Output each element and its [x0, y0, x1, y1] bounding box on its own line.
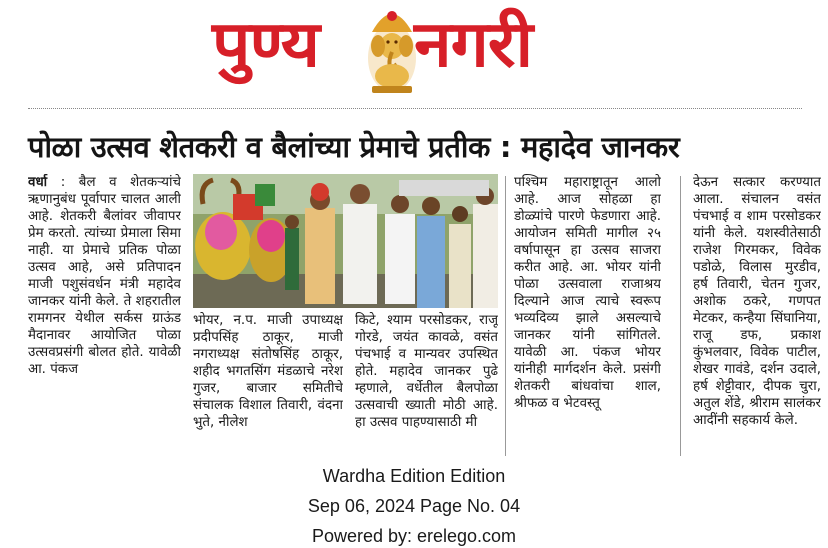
article-headline: पोळा उत्सव शेतकरी व बैलांच्या प्रेमाचे प्रतीक : महादेव जानकर	[28, 130, 680, 164]
article-column-2	[193, 312, 343, 456]
article-column-1-text: : बैल व शेतकऱ्यांचे ऋणानुबंध पूर्वापार चालत आली आहे. शेतकरी बैलांवर जीवापर प्रेम करतो. त्यांच्या प्रेमाला सिमा नाही. या प्रेमाचे प्रतिक पोळा उत्सव आहे, असे प्रतिपादन माजी पशुसंवर्धन मंत्री महादेव जानकर यांनी केले. ते शहरातील रामगनर येथील सर्कस ग्राऊंड मैदानावर आयोजित पोळा उत्सवप्रसंगी बोलत होते. यावेळी आ. पंकज	[28, 175, 181, 377]
article-column-5	[693, 174, 821, 456]
article-column-4	[514, 174, 661, 456]
masthead-title-left: पुण्य	[212, 8, 319, 82]
article-column-4-text: पश्चिम महाराष्ट्रातून आलो आहे. आज सोहळा हा डोळ्यांचे पारणे फेडणारा आहे. आयोजन समिती मागील २५ वर्षापासून हा उत्सव साजरा करीत आहे. आ. भोयर यांनी पोळा उत्सवाला राजाश्रय दिल्याने आज त्याचे स्वरूप भव्यदिव्य झाले असल्याचे जानकर यांनी सांगितले. यावेळी आ. पंकज भोयर यांनीही मार्गदर्शन केले. प्रसंगी शेतकरी बांधवांचा शाल, श्रीफळ व भेटवस्तू	[514, 175, 661, 411]
article-dateline: वर्धा	[28, 175, 48, 190]
edition-label: Wardha Edition Edition	[322, 466, 506, 486]
masthead-title-right: नगरी	[414, 8, 532, 82]
article-column-3	[355, 312, 498, 456]
article-column-2-text: भोयर, न.प. माजी उपाध्यक्ष प्रदीपसिंह ठाकूर, माजी नगराध्यक्ष संतोषसिंह ठाकूर, शहीद भगतसिंग मंडळाचे नरेश गुजर, बाजार समितीचे संचालक विशाल तिवारी, वंदना भुते, नीलेश	[193, 313, 343, 430]
date-page-label: Sep 06, 2024 Page No. 04	[307, 496, 521, 516]
article-column-1	[28, 174, 181, 456]
masthead	[0, 0, 828, 102]
ganesha-logo-icon	[364, 2, 420, 96]
article-column-5-text: देऊन सत्कार करण्यात आला. संचालन वसंत पंचभाई व शाम परसोडकर यांनी केले. यशस्वीतेसाठी राजेश गिरमकर, विवेक पडोळे, विलास मुरडीव, हर्ष तिवारी, चेतन गुजर, अशोक ठकरे, गणपत मेटकर, कन्हैया सिंघानिया, राजू डफ, प्रकाश कुंभलवार, विवेक पाटील, शेखर गावंडे, दर्शन उदाले, हर्ष शेट्टीवार, दीपक चुरा, अतुल शेंडे, श्रीराम सालंकर आदींनी सहकार्य केले.	[693, 175, 821, 428]
column-divider	[505, 176, 506, 456]
column-divider	[680, 176, 681, 456]
article-column-3-text: किटे, श्याम परसोडकर, राजू गोरडे, जयंत कावळे, वसंत पंचभाई व मान्यवर उपस्थित होते. महादेव जानकर पुढे म्हणाले, वर्धेतील बैलपोळा उत्सवाची ख्याती मोठी आहे. हा उत्सव पाहण्यासाठी मी	[355, 313, 498, 430]
masthead-divider	[28, 108, 802, 109]
powered-by-label: Powered by: erelego.com	[311, 526, 517, 546]
article-photo	[193, 174, 498, 308]
